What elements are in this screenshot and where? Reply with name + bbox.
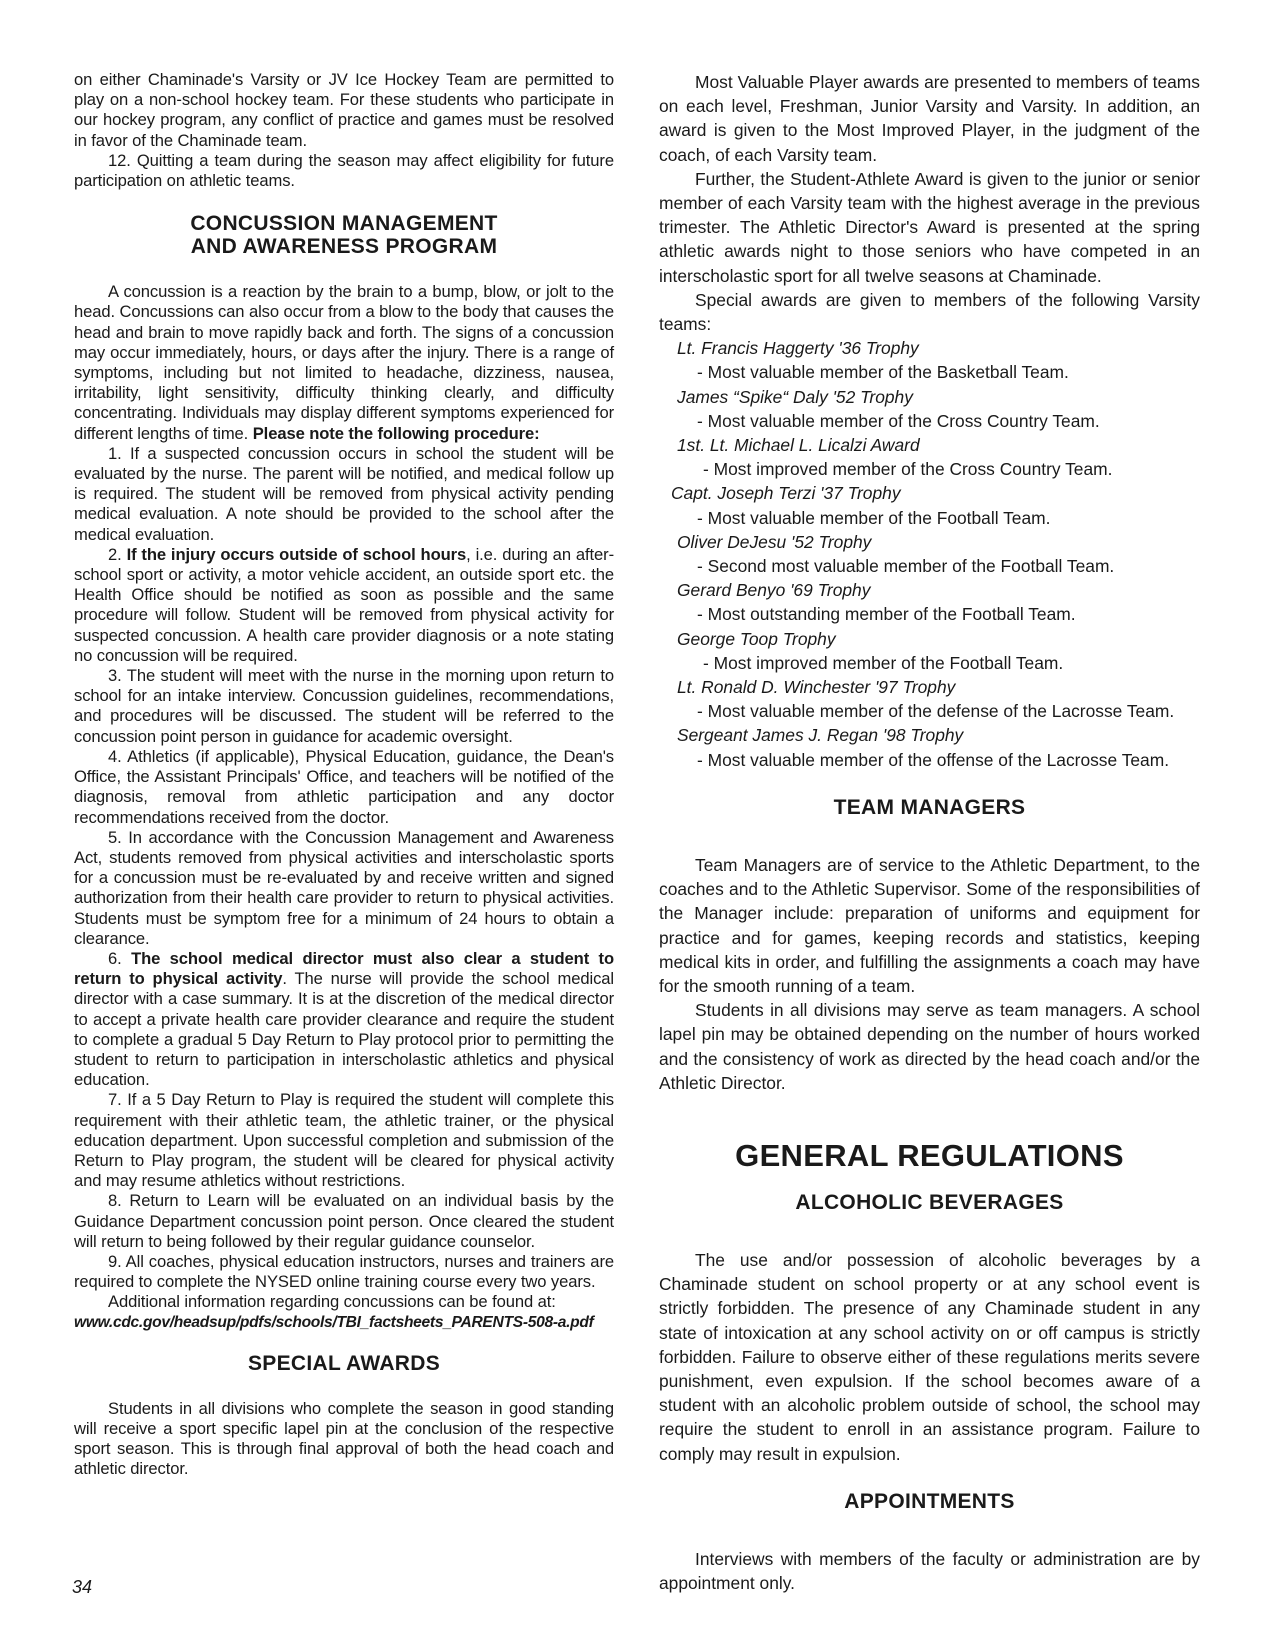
cdc-link[interactable]: www.cdc.gov/headsup/pdfs/schools/TBI_factsheets_PARENTS-508-a.pdf (74, 1313, 594, 1331)
left-column (74, 70, 614, 1480)
alcoholic-beverages-paragraph: The use and/or possession of alcoholic beverages by a Chaminade student on school property or at any school event is strictly forbidden. The presence of any Chaminade student in any state of intoxication at any school activity on or off campus is strictly forbidden. Failure to observe either of these regulations merits severe punishment, even expulsion. If the school becomes aware of a student with an alcoholic problem outside of school, the school may require the student to enroll in an assistance program. Failure to comply may result in expulsion. (659, 1249, 1200, 1464)
award-desc: - Most outstanding member of the Football Team. (697, 604, 1076, 625)
concussion-step-2: 2. If the injury occurs outside of school hours, i.e. during an after-school sport or activity, a motor vehicle accident, an outside sport etc. the Health Office should be notified as soon as possible and the same procedure will follow. Student will be removed from physical activity for suspected concussion. A health care provider diagnosis or a note stating no concussion will be required. (74, 544, 614, 665)
concussion-step-7: 7. If a 5 Day Return to Play is required the student will complete this requirement with their athletic team, the athletic trainer, or the physical education department. Upon successful completion and submission of the Return to Play program, the student will be cleared for physical activity and may resume athletics without restrictions. (74, 1090, 614, 1191)
special-awards-heading: SPECIAL AWARDS (247, 1351, 441, 1375)
right-column (659, 70, 1200, 1595)
concussion-step-4: 4. Athletics (if applicable), Physical Education, guidance, the Dean's Office, the Assistant Principals' Office, and teachers will be notified of the diagnosis, removal from athletic participation and any doctor recommendations received from the doctor. (74, 746, 614, 827)
award-desc: - Most valuable member of the Cross Country Team. (697, 410, 1100, 431)
award-desc: - Most improved member of the Cross Country Team. (703, 459, 1113, 480)
rule-12: 12. Quitting a team during the season may affect eligibility for future participation on athletic teams. (74, 150, 614, 191)
special-varsity-paragraph: Special awards are given to members of the following Varsity teams: (659, 289, 1200, 335)
alcoholic-beverages-heading: ALCOHOLIC BEVERAGES (795, 1190, 1064, 1214)
award-name: 1st. Lt. Michael L. Licalzi Award (677, 435, 920, 456)
procedure-note: Please note the following procedure: (252, 423, 540, 443)
concussion-step-9: 9. All coaches, physical education instructors, nurses and trainers are required to complete the NYSED online training course every two years. (74, 1251, 614, 1292)
special-awards-text: Students in all divisions who complete the season in good standing will receive a sport specific lapel pin at the conclusion of the respective sport season. This is through final approval of both the head coach and athletic director. (74, 1398, 614, 1479)
award-name: George Toop Trophy (677, 628, 836, 649)
page-number: 34 (72, 1577, 93, 1597)
concussion-step-3: 3. The student will meet with the nurse in the morning upon return to school for an intake interview. Concussion guidelines, recommendations, and procedures will be discussed. The student will be referred to the concussion point person in guidance for academic oversight. (74, 666, 614, 746)
award-desc: - Most valuable member of the defense of the Lacrosse Team. (697, 701, 1175, 722)
concussion-step-8: 8. Return to Learn will be evaluated on an individual basis by the Guidance Department concussion point person. Once cleared the student will return to being followed by their regular guidance counselor. (74, 1191, 614, 1251)
award-name: James “Spike“ Daly '52 Trophy (677, 386, 913, 407)
award-desc: - Most valuable member of the offense of the Lacrosse Team. (697, 749, 1170, 770)
team-managers-paragraph-2: Students in all divisions may serve as team managers. A school lapel pin may be obtained depending on the number of hours worked and the consistency of work as directed by the head coach and/or the Athletic Director. (659, 1000, 1200, 1093)
appointments-heading: APPOINTMENTS (844, 1489, 1015, 1513)
hockey-paragraph: on either Chaminade's Varsity or JV Ice Hockey Team are permitted to play on a non-school hockey team. For these students who participate in our hockey program, any conflict of practice and games must be resolved in favor of the Chaminade team. (74, 70, 614, 150)
award-name: Gerard Benyo '69 Trophy (677, 580, 871, 601)
award-desc: - Most valuable member of the Basketball Team. (697, 362, 1069, 383)
appointments-paragraph: Interviews with members of the faculty or administration are by appointment only. (659, 1548, 1200, 1593)
concussion-step-5: 5. In accordance with the Concussion Management and Awareness Act, students removed from physical activities and interscholastic sports for a concussion must be re-evaluated by and receive written and signed authorization from their health care provider to return to physical activities. Students must be symptom free for a minimum of 24 hours to obtain a clearance. (74, 827, 614, 948)
team-managers-heading: TEAM MANAGERS (833, 795, 1026, 819)
concussion-heading (74, 212, 614, 258)
additional-info: Additional information regarding concussions can be found at: (108, 1292, 556, 1312)
concussion-intro: A concussion is a reaction by the brain to a bump, blow, or jolt to the head. Concussions can also occur from a blow to the body that causes the head and brain to move rapidly back and forth. The signs of a concussion may occur immediately, hours, or days after the injury. There is a range of symptoms, including but not limited to headache, dizziness, nausea, irritability, light sensitivity, difficulty thinking clearly, and difficulty concentrating. Individuals may display different symptoms experienced for different lengths of time. Please note the following procedure: (74, 282, 614, 443)
award-name: Lt. Ronald D. Winchester '97 Trophy (677, 677, 956, 698)
award-desc: - Most improved member of the Football Team. (703, 652, 1064, 673)
award-name: Lt. Francis Haggerty '36 Trophy (677, 338, 919, 359)
award-name: Capt. Joseph Terzi '37 Trophy (671, 483, 901, 504)
concussion-heading-line-1: CONCUSSION MANAGEMENT (190, 212, 498, 236)
team-managers-paragraph: Team Managers are of service to the Athletic Department, to the coaches and to the Athletic Supervisor. Some of the responsibilities of the Manager include: preparation of uniforms and equipment for practice and for games, keeping records and statistics, keeping medical kits in order, and fulfilling the assignments a coach may have for the smooth running of a team. (659, 854, 1200, 996)
award-desc: - Most valuable member of the Football Team. (697, 507, 1051, 528)
award-desc: - Second most valuable member of the Football Team. (697, 556, 1115, 577)
award-name: Sergeant James J. Regan '98 Trophy (677, 725, 964, 746)
concussion-step-1: 1. If a suspected concussion occurs in school the student will be evaluated by the nurse. The parent will be notified, and medical follow up is required. The student will be removed from physical activity pending medical evaluation. A note should be provided to the school after the medical evaluation. (74, 443, 614, 544)
awards-list (659, 336, 1200, 772)
mvp-paragraph: Most Valuable Player awards are presented to members of teams on each level, Freshman, Junior Varsity and Varsity. In addition, an award is given to the Most Improved Player, in the judgment of the coach, of each Varsity team. (659, 72, 1200, 165)
award-name: Oliver DeJesu '52 Trophy (677, 531, 872, 552)
student-athlete-paragraph: Further, the Student-Athlete Award is given to the junior or senior member of each Varsity team with the highest average in the previous trimester. The Athletic Director's Award is presented at the spring athletic awards night to those seniors who have competed in an interscholastic sport for all twelve seasons at Chaminade. (659, 168, 1200, 286)
concussion-step-6: 6. The school medical director must also clear a student to return to physical activity. The nurse will provide the school medical director with a case summary. It is at the discretion of the medical director to accept a private health care provider clearance and require the student to complete a gradual 5 Day Return to Play protocol prior to permitting the student to return to participation in interscholastic athletics and physical education. (74, 948, 615, 1090)
general-regulations-heading: GENERAL REGULATIONS (735, 1137, 1124, 1173)
concussion-heading-line-2: AND AWARENESS PROGRAM (190, 235, 498, 259)
